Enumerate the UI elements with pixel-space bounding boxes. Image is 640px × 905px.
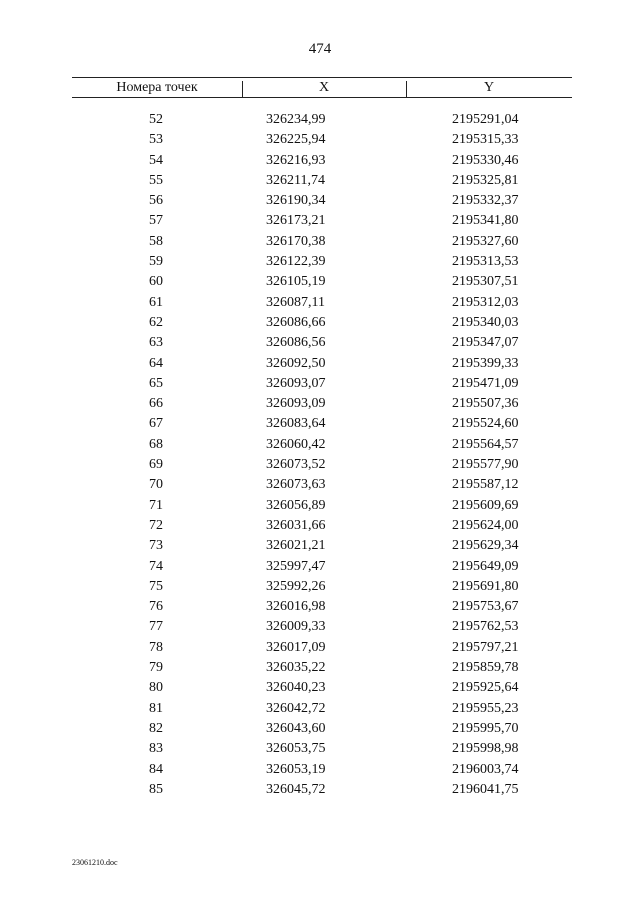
point-number: 61: [149, 294, 163, 310]
point-number: 65: [149, 375, 163, 391]
point-number: 57: [149, 213, 163, 229]
x-coordinate: 326053,19: [266, 761, 326, 777]
coordinates-table: [72, 77, 572, 797]
x-coordinate: 326073,52: [266, 457, 326, 473]
table-row: [72, 130, 572, 150]
y-coordinate: 2195762,53: [452, 619, 519, 635]
x-coordinate: 326031,66: [266, 517, 326, 533]
y-coordinate: 2195609,69: [452, 497, 519, 513]
point-number: 85: [149, 781, 163, 797]
point-number: 62: [149, 314, 163, 330]
header-x: X: [318, 80, 330, 95]
point-number: 72: [149, 517, 163, 533]
x-coordinate: 326083,64: [266, 416, 326, 432]
table-row: [72, 699, 572, 719]
table-row: [72, 678, 572, 698]
point-number: 80: [149, 680, 163, 696]
x-coordinate: 326216,93: [266, 152, 326, 168]
point-number: 64: [149, 355, 163, 371]
point-number: 76: [149, 599, 163, 615]
point-number: 78: [149, 639, 163, 655]
x-coordinate: 326092,50: [266, 355, 326, 371]
x-coordinate: 326017,09: [266, 639, 326, 655]
point-number: 69: [149, 457, 163, 473]
x-coordinate: 326053,75: [266, 741, 326, 757]
x-coordinate: 326086,56: [266, 335, 326, 351]
x-coordinate: 326105,19: [266, 274, 326, 290]
x-coordinate: 326035,22: [266, 660, 326, 676]
point-number: 67: [149, 416, 163, 432]
y-coordinate: 2195691,80: [452, 578, 519, 594]
table-row: [72, 232, 572, 252]
x-coordinate: 326087,11: [266, 294, 325, 310]
table-row: [72, 354, 572, 374]
table-row: [72, 638, 572, 658]
y-coordinate: 2195955,23: [452, 700, 519, 716]
y-coordinate: 2195291,04: [452, 112, 519, 127]
y-coordinate: 2195925,64: [452, 680, 519, 696]
y-coordinate: 2195341,80: [452, 213, 519, 229]
x-coordinate: 326170,38: [266, 233, 326, 249]
y-coordinate: 2195325,81: [452, 172, 519, 188]
page-number: 474: [308, 41, 332, 57]
point-number: 53: [149, 132, 163, 148]
point-number: 82: [149, 720, 163, 736]
y-coordinate: 2195524,60: [452, 416, 519, 432]
x-coordinate: 326021,21: [266, 538, 326, 554]
x-coordinate: 326016,98: [266, 599, 326, 615]
table-row: [72, 577, 572, 597]
table-row: [72, 394, 572, 414]
y-coordinate: 2196041,75: [452, 781, 519, 797]
table-row: [72, 496, 572, 516]
table-row: [72, 719, 572, 739]
y-coordinate: 2195753,67: [452, 599, 519, 615]
header-point-numbers: Номера точек: [116, 80, 198, 95]
table-row: [72, 455, 572, 475]
point-number: 70: [149, 477, 163, 493]
x-coordinate: 326073,63: [266, 477, 326, 493]
table-row: [72, 151, 572, 171]
point-number: 79: [149, 660, 163, 676]
table-header: [72, 77, 572, 98]
table-row: [72, 617, 572, 637]
y-coordinate: 2195507,36: [452, 396, 519, 412]
x-coordinate: 326060,42: [266, 436, 326, 452]
y-coordinate: 2195332,37: [452, 193, 519, 209]
point-number: 66: [149, 396, 163, 412]
table-row: [72, 536, 572, 556]
x-coordinate: 326009,33: [266, 619, 326, 635]
table-row: [72, 272, 572, 292]
point-number: 73: [149, 538, 163, 554]
table-row: [72, 597, 572, 617]
point-number: 83: [149, 741, 163, 757]
y-coordinate: 2195340,03: [452, 314, 519, 330]
y-coordinate: 2195797,21: [452, 639, 519, 655]
table-row: [72, 739, 572, 759]
table-row: [72, 171, 572, 191]
x-coordinate: 326093,09: [266, 396, 326, 412]
table-row: [72, 333, 572, 353]
point-number: 77: [149, 619, 163, 635]
table-row: [72, 313, 572, 333]
point-number: 58: [149, 233, 163, 249]
y-coordinate: 2195995,70: [452, 720, 519, 736]
y-coordinate: 2195564,57: [452, 436, 519, 452]
header-y: Y: [483, 80, 495, 95]
table-row: [72, 252, 572, 272]
x-coordinate: 326190,34: [266, 193, 326, 209]
y-coordinate: 2195399,33: [452, 355, 519, 371]
point-number: 71: [149, 497, 163, 513]
x-coordinate: 326225,94: [266, 132, 326, 148]
y-coordinate: 2195327,60: [452, 233, 519, 249]
y-coordinate: 2195577,90: [452, 457, 519, 473]
y-coordinate: 2196003,74: [452, 761, 519, 777]
point-number: 59: [149, 254, 163, 270]
table-row: [72, 557, 572, 577]
table-row: [72, 780, 572, 800]
x-coordinate: 326043,60: [266, 720, 326, 736]
point-number: 54: [149, 152, 163, 168]
point-number: 75: [149, 578, 163, 594]
x-coordinate: 326042,72: [266, 700, 326, 716]
y-coordinate: 2195649,09: [452, 558, 519, 574]
y-coordinate: 2195587,12: [452, 477, 519, 493]
y-coordinate: 2195307,51: [452, 274, 519, 290]
table-row: [72, 110, 572, 130]
table-body: [72, 110, 572, 800]
point-number: 81: [149, 700, 163, 716]
table-row: [72, 191, 572, 211]
x-coordinate: 326211,74: [266, 172, 325, 188]
x-coordinate: 326086,66: [266, 314, 326, 330]
point-number: 84: [149, 761, 163, 777]
table-row: [72, 658, 572, 678]
x-coordinate: 326122,39: [266, 254, 326, 270]
x-coordinate: 326056,89: [266, 497, 326, 513]
document-filename: 23061210.doc: [72, 858, 118, 867]
y-coordinate: 2195624,00: [452, 517, 519, 533]
x-coordinate: 325992,26: [266, 578, 326, 594]
point-number: 55: [149, 172, 163, 188]
point-number: 74: [149, 558, 163, 574]
table-row: [72, 211, 572, 231]
x-coordinate: 326040,23: [266, 680, 326, 696]
y-coordinate: 2195313,53: [452, 254, 519, 270]
y-coordinate: 2195312,03: [452, 294, 519, 310]
table-row: [72, 435, 572, 455]
table-row: [72, 760, 572, 780]
table-row: [72, 414, 572, 434]
table-row: [72, 374, 572, 394]
y-coordinate: 2195998,98: [452, 741, 519, 757]
y-coordinate: 2195629,34: [452, 538, 519, 554]
point-number: 52: [149, 112, 163, 127]
y-coordinate: 2195859,78: [452, 660, 519, 676]
point-number: 56: [149, 193, 163, 209]
x-coordinate: 326045,72: [266, 781, 326, 797]
table-row: [72, 516, 572, 536]
x-coordinate: 326234,99: [266, 112, 326, 127]
table-row: [72, 293, 572, 313]
y-coordinate: 2195471,09: [452, 375, 519, 391]
x-coordinate: 325997,47: [266, 558, 326, 574]
point-number: 60: [149, 274, 163, 290]
point-number: 63: [149, 335, 163, 351]
x-coordinate: 326093,07: [266, 375, 326, 391]
y-coordinate: 2195315,33: [452, 132, 519, 148]
y-coordinate: 2195330,46: [452, 152, 519, 168]
y-coordinate: 2195347,07: [452, 335, 519, 351]
table-row: [72, 475, 572, 495]
x-coordinate: 326173,21: [266, 213, 326, 229]
point-number: 68: [149, 436, 163, 452]
